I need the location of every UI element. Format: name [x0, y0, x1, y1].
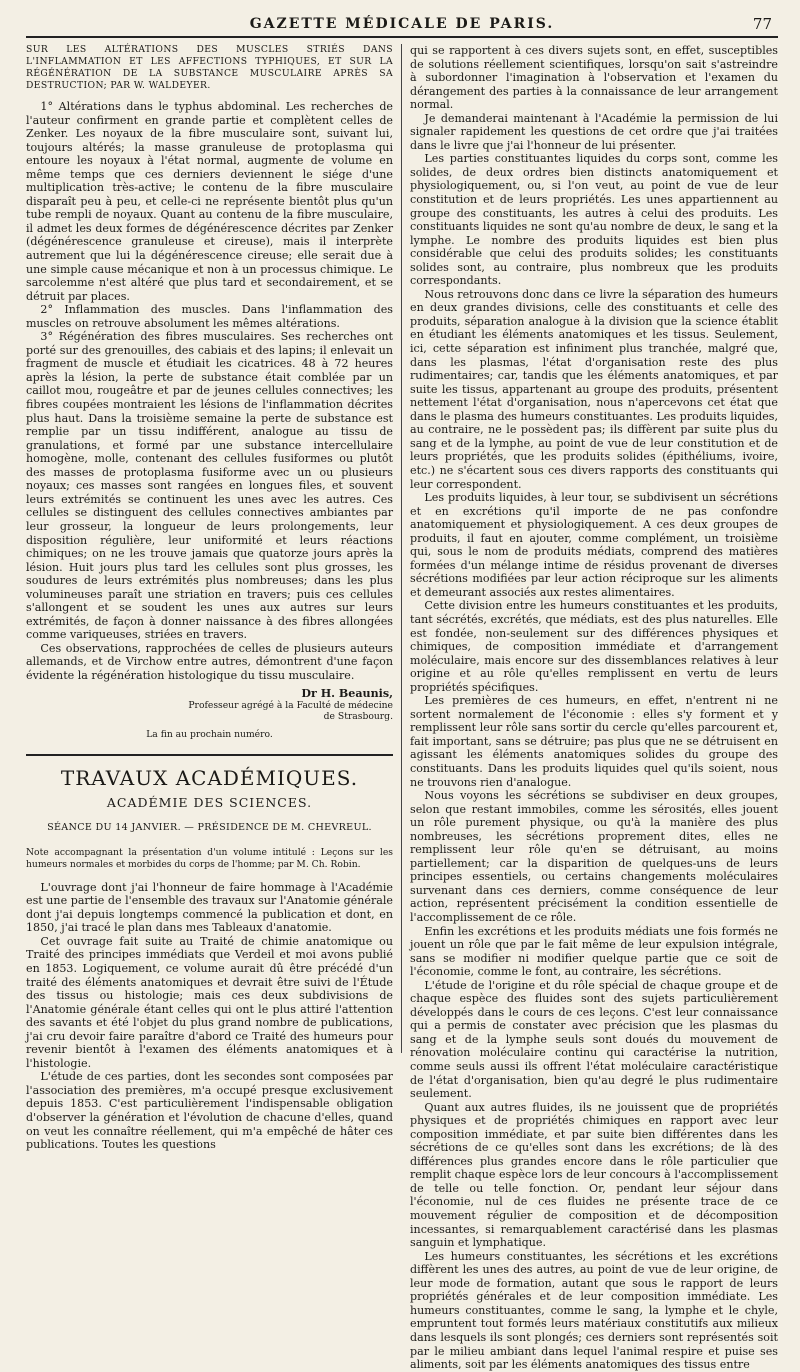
paragraph: Cette division entre les humeurs constituantes et les produits, tant sécrétés, excrétés, que médiats, est des plus naturelles. Elle est fondée, non-seulement sur des différences physiques et chimiques, de composition immédiate et d'arrangement moléculaire, mais encore sur des dissemblances relatives à leur origine et au rôle qu'elles remplissent en vertu de leurs propriétés spécifiques.: [410, 599, 778, 694]
signature-name: Dr H. Beaunis,: [301, 686, 393, 700]
left-column: [26, 44, 402, 1152]
paragraph: L'ouvrage dont j'ai l'honneur de faire hommage à l'Académie est une partie de l'ensemble des travaux sur l'Anatomie générale dont j'ai depuis longtemps commencé la publication et dont, en 1850, j'ai tracé le plan dans mes Tableaux d'anatomie.: [26, 880, 393, 935]
right-column: [402, 44, 778, 1372]
paragraph: 2° Inflammation des muscles. Dans l'inflammation des muscles on retrouve absolument les mêmes altérations.: [26, 303, 393, 330]
paragraph: Les premières de ces humeurs, en effet, n'entrent ni ne sortent normalement de l'économie : elles s'y forment et y remplissent leur rôle sans sortir du cercle qu'elles parcourent et, fait important, sans se détruire; pas plus que ne se détruisent en agissant les éléments anatomiques solides du groupe des constituants. Dans les produits liquides quel qu'ils soient, nous ne trouvons rien d'analogue.: [410, 694, 778, 789]
paragraph: Cet ouvrage fait suite au Traité de chimie anatomique ou Traité des principes immédiats que Verdeil et moi avons publié en 1853. Logiquement, ce volume aurait dû être précédé d'un traité des éléments anatomiques et devrait être suivi de l'Étude des tissus ou histologie; mais ces deux subdivisions de l'Anatomie générale étant celles qui ont le plus attiré l'attention des savants et été l'objet du plus grand nombre de publications, j'ai cru devoir faire paraître d'abord ce Traité des humeurs pour revenir bientôt à l'examen des éléments anatomiques et à l'histologie.: [26, 934, 393, 1070]
continued-note: La fin au prochain numéro.: [146, 729, 273, 741]
paragraph: Ces observations, rapprochées de celles de plusieurs auteurs allemands, et de Virchow entre autres, démontrent d'une façon évidente la régénération histologique du tissu musculaire.: [26, 641, 393, 682]
paragraph: Les produits liquides, à leur tour, se subdivisent un sécrétions et en excrétions qu'il importe de ne pas confondre anatomiquement et physiologiquement. A ces deux groupes de produits, il faut en ajouter, comme complément, un troisième qui, sous le nom de produits médiats, comprend des matières formées d'un mélange intime de résidus provenant de diverses sécrétions modifiées par leur action réciproque sur les aliments et demeurant associés aux restes alimentaires.: [410, 491, 778, 599]
paragraph: Nous voyons les sécrétions se subdiviser en deux groupes, selon que restant immobiles, comme les sérosités, elles jouent un rôle purement physique, ou qu'à la manière des plus nombreuses, les sécrétions proprement dites, elles ne remplissent leur rôle qu'en se détruisant, au moins partiellement; car la disparition de quelques-uns de leurs principes essentiels, ou certains changements moléculaires survenant dans ces derniers, comme conséquence de leur action, représentent précisément la condition essentielle de l'accomplissement de ce rôle.: [410, 789, 778, 924]
page-number: 77: [752, 15, 772, 33]
paragraph: L'étude de ces parties, dont les secondes sont composées par l'association des premières, m'a occupé presque exclusivement depuis 1853. C'est particulièrement l'indispensable obligation d'observer la génération et l'évolution de chacune d'elles, quand on veut les connaître réellement, qui m'a empêché de hâter ces publications. Toutes les questions: [26, 1070, 393, 1152]
note-title: Note accompagnant la présentation d'un volume intitulé : Leçons sur les humeurs normales et morbides du corps de l'homme; par M. Ch. Robin.: [26, 846, 393, 870]
signature-role: de Strasbourg.: [323, 711, 393, 723]
paragraph: qui se rapportent à ces divers sujets sont, en effet, susceptibles de solutions réellement scientifiques, lorsqu'on sait s'astreindre à subordonner l'imagination à l'observation et l'examen du dérangement des parties à la connaissance de leur arrangement normal.: [410, 44, 778, 112]
paragraph: Je demanderai maintenant à l'Académie la permission de lui signaler rapidement les questions de cet ordre que j'ai traitées dans le livre que j'ai l'honneur de lui présenter.: [410, 111, 778, 152]
masthead: [26, 14, 778, 38]
paragraph: Les humeurs constituantes, les sécrétions et les excrétions diffèrent les unes des autres, au point de vue de leur origine, de leur mode de formation, autant que sous le rapport de leurs propriétés générales et de leur composition immédiate. Les humeurs constituantes, comme le sang, la lymphe et le chyle, empruntent tout formés leurs matériaux constitutifs aux milieux dans lesquels ils sont plongés; ces derniers sont représentés soit par le milieu ambiant dans lequel l'animal respire et puise ses aliments, soit par les éléments anatomiques des tissus entre: [410, 1249, 778, 1372]
article-columns: [26, 44, 778, 1372]
article-title: SUR LES ALTÉRATIONS DES MUSCLES STRIÉS DANS L'INFLAMMATION ET LES AFFECTIONS TYPHIQUES, ET SUR LA RÉGÉNÉRATION DE LA SUBSTANCE MUSCULAIRE APRÈS SA DESTRUCTION; PAR W. WALDEYER.: [26, 44, 393, 91]
session-line: SÉANCE DU 14 JANVIER. — PRÉSIDENCE DE M. CHEVREUL.: [47, 822, 372, 834]
paragraph: Nous retrouvons donc dans ce livre la séparation des humeurs en deux grandes divisions, celle des constituants et celle des produits, séparation analogue à la division que la science établit en étudiant les éléments anatomiques et les tissus. Seulement, ici, cette séparation est infiniment plus tranchée, malgré que, dans les plasmas, l'état d'organisation reste des plus rudimentaires; car, tandis que les éléments anatomiques, et par suite les tissus, appartenant au groupe des produits, présentent nettement l'état d'organisation, nous n'apercevons cet état que dans le plasma des humeurs constituantes. Les produits liquides, au contraire, ne le possèdent pas; ils diffèrent par suite plus du sang et de la lymphe, au point de vue de leur constitution et de leurs propriétés, que les produits solides (épithéliums, ivoire, etc.) ne s'écartent sous ces divers rapports des constituants qui leur correspondent.: [410, 287, 778, 491]
paragraph: 3° Régénération des fibres musculaires. Ses recherches ont porté sur des grenouilles, des cabiais et des lapins; il enlevait un fragment de muscle et étudiait les cicatrices. 48 à 72 heures après la lésion, la perte de substance était comblée par un caillot mou, rougeâtre et par de jeunes cellules connectives; les fibres coupées montraient les lésions de l'inflammation décrites plus haut. Dans la troisième semaine la perte de substance est remplie par un tissu indifférent, analogue au tissu de granulations, et formé par une substance intercellulaire homogène, molle, contenant des cellules fusiformes ou plutôt des masses de protoplasma fusiforme avec un ou plusieurs noyaux; ces masses sont rangées en longues files, et souvent leurs extrémités se continuent les unes avec les autres. Ces cellules se distinguent des cellules connectives ambiantes par leur grosseur, la longueur de leurs prolongements, leur disposition régulière, leur uniformité et leurs réactions chimiques; on ne les trouve jamais que quatorze jours après la lésion. Huit jours plus tard les cellules sont plus grosses, les soudures de leurs extrémités plus nombreuses; dans les plus volumineuses paraît une striation en travers; puis ces cellules s'allongent et se soudent les unes aux autres sur leurs extrémités, de façon à donner naissance à des fibres allongées comme variqueuses, striées en travers.: [26, 330, 393, 642]
paragraph: 1° Altérations dans le typhus abdominal. Les recherches de l'auteur confirment en grande partie et complètent celles de Zenker. Les noyaux de la fibre musculaire sont, suivant lui, toujours altérés; la masse granuleuse de protoplasma qui entoure les noyaux à l'état normal, augmente de volume en même temps que ces derniers deviennent le siége d'une multiplication très-active; le contenu de la fibre musculaire disparaît peu à peu, et celle-ci ne représente bientôt plus qu'un tube rempli de noyaux. Quant au contenu de la fibre musculaire, il admet les deux formes de dégénérescence décrites par Zenker (dégénérescence granuleuse et cireuse), mais il interprète autrement que lui la dégénérescence cireuse; elle serait due à une simple cause mécanique et non à un processus chimique. Le sarcolemme n'est altéré que plus tard et secondairement, et se détruit par places.: [26, 100, 393, 303]
journal-title: GAZETTE MÉDICALE DE PARIS.: [249, 16, 555, 32]
signature-role: Professeur agrégé à la Faculté de médecine: [188, 700, 393, 712]
paragraph: Les parties constituantes liquides du corps sont, comme les solides, de deux ordres bien distincts anatomiquement et physiologiquement, ou, si l'on veut, au point de vue de leur constitution et de leurs propriétés. Les unes appartiennent au groupe des constituants, les autres à celui des produits. Les constituants liquides ne sont qu'au nombre de deux, le sang et la lymphe. Le nombre des produits liquides est bien plus considérable que celui des produits solides; les constituants solides sont, au contraire, plus nombreux que les produits correspondants.: [410, 152, 778, 288]
paragraph: Enfin les excrétions et les produits médiats une fois formés ne jouent un rôle que par le fait même de leur expulsion intégrale, sans se modifier ni modifier quelque partie que ce soit de l'économie, comme le font, au contraire, les sécrétions.: [410, 924, 778, 979]
paragraph: Quant aux autres fluides, ils ne jouissent que de propriétés physiques et de propriétés chimiques en rapport avec leur composition immédiate, et par suite bien différentes dans les sécrétions de ce qu'elles sont dans les excrétions; de là des différences plus grandes encore dans le rôle particulier que remplit chaque espèce lors de leur concours à l'accomplissement de telle ou telle fonction. Or, pendant leur séjour dans l'économie, nul de ces fluides ne présente trace de ce mouvement régulier de composition et de décomposition incessantes, si remarquablement caractérisé dans les plasmas sanguin et lymphatique.: [410, 1100, 778, 1250]
section-title: TRAVAUX ACADÉMIQUES.: [60, 765, 359, 790]
section-subtitle: ACADÉMIE DES SCIENCES.: [106, 794, 313, 810]
paragraph: L'étude de l'origine et du rôle spécial de chaque groupe et de chaque espèce des fluides sont des sujets particulièrement développés dans le cours de ces leçons. C'est leur connaissance qui a permis de constater avec précision que les plasmas du sang et de la lymphe seuls sont doués du mouvement de rénovation moléculaire continu qui caractérise la nutrition, comme seuls aussi ils offrent l'état moléculaire caractéristique de l'état d'organisation, bien qu'au degré le plus rudimentaire seulement.: [410, 978, 778, 1101]
section-divider: [26, 754, 393, 756]
